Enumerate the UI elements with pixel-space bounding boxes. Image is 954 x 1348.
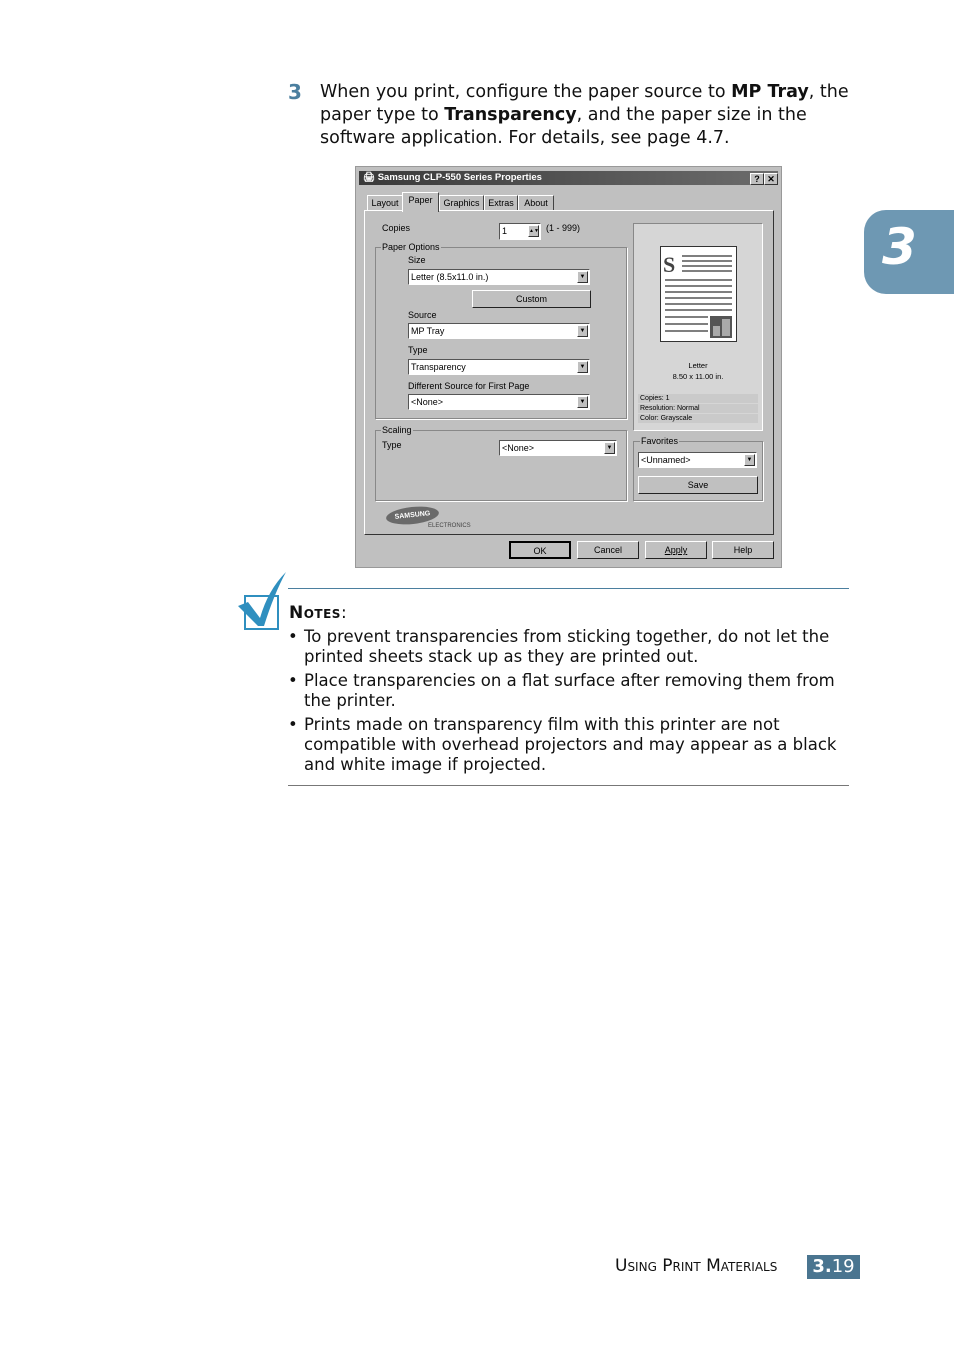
copies-value: 1 xyxy=(502,226,508,236)
checkmark-icon xyxy=(236,570,288,632)
note-item: • Prints made on transparency film with this printer are not compatible with overhead projectors and may appear as a black and white image if projected. xyxy=(288,715,858,775)
preview-dimensions: 8.50 x 11.00 in. xyxy=(672,372,724,381)
help-icon[interactable]: ? xyxy=(750,173,764,185)
source-value: MP Tray xyxy=(411,326,445,336)
notes-list xyxy=(288,627,858,779)
tab-extras[interactable]: Extras xyxy=(484,195,518,211)
type-select[interactable] xyxy=(408,359,590,375)
tab-paper[interactable]: Paper xyxy=(402,192,439,212)
step-text xyxy=(320,81,860,150)
note-item: • To prevent transparencies from sticking together, do not let the printed sheets stack up as they are printed out. xyxy=(288,627,858,667)
copies-input[interactable] xyxy=(499,223,541,240)
apply-button[interactable]: Apply xyxy=(645,541,707,559)
info-color: Color: Grayscale xyxy=(638,414,758,423)
printer-icon: 🖨 xyxy=(363,172,376,183)
step-number: 3 xyxy=(288,80,302,104)
notes-bottom-rule xyxy=(288,785,849,786)
note-item: • Place transparencies on a flat surface after removing them from the printer. xyxy=(288,671,858,711)
info-copies: Copies: 1 xyxy=(638,394,758,403)
tab-graphics[interactable]: Graphics xyxy=(439,195,484,211)
preview-pane xyxy=(633,223,763,431)
scaling-type-label: Type xyxy=(382,440,402,450)
different-source-value: <None> xyxy=(411,397,444,407)
custom-button[interactable]: Custom xyxy=(472,290,591,308)
scaling-type-select[interactable] xyxy=(499,440,617,456)
ok-button[interactable]: OK xyxy=(509,541,571,559)
size-value: Letter (8.5x11.0 in.) xyxy=(411,272,489,282)
close-icon[interactable]: ✕ xyxy=(764,173,778,185)
notes-colon: : xyxy=(340,603,348,623)
type-value: Transparency xyxy=(411,362,466,372)
save-button[interactable]: Save xyxy=(638,476,758,494)
paper-options-label: Paper Options xyxy=(382,242,440,252)
cancel-button[interactable]: Cancel xyxy=(577,541,639,559)
page-index: 19 xyxy=(831,1256,855,1277)
copies-range: (1 - 999) xyxy=(546,223,581,233)
source-select[interactable] xyxy=(408,323,590,339)
page-chapter: 3. xyxy=(812,1256,832,1277)
preview-paper-name: Letter xyxy=(688,361,708,370)
svg-text:S: S xyxy=(663,252,676,277)
chapter-number: 3 xyxy=(882,218,917,276)
source-label: Source xyxy=(408,310,437,320)
chevron-down-icon[interactable]: ▼ xyxy=(577,361,588,373)
logo-subtitle: ELECTRONICS xyxy=(428,523,471,529)
type-label: Type xyxy=(408,345,428,355)
step-bold-type: Transparency xyxy=(444,105,577,125)
favorites-value: <Unnamed> xyxy=(641,455,691,465)
chevron-down-icon[interactable]: ▼ xyxy=(577,271,588,283)
scaling-type-value: <None> xyxy=(502,443,535,453)
logo-text: SAMSUNG xyxy=(394,510,431,521)
size-label: Size xyxy=(408,255,426,265)
step-text-1: When you print, configure the paper source to xyxy=(320,82,732,102)
chevron-down-icon[interactable]: ▼ xyxy=(577,396,588,408)
spinner-icon[interactable]: ▲▼ xyxy=(528,225,539,237)
tab-layout[interactable]: Layout xyxy=(367,195,403,211)
chevron-down-icon[interactable]: ▼ xyxy=(744,454,755,466)
scaling-label: Scaling xyxy=(382,425,412,435)
footer-section-title: Using Print Materials xyxy=(615,1256,778,1276)
step-text-2: , the paper type to xyxy=(320,82,849,125)
chevron-down-icon[interactable]: ▼ xyxy=(604,442,615,454)
different-source-label: Different Source for First Page xyxy=(408,381,530,391)
favorites-label: Favorites xyxy=(641,436,679,446)
properties-dialog-screenshot xyxy=(355,166,782,568)
favorites-select[interactable] xyxy=(638,452,757,468)
dialog-title: Samsung CLP-550 Series Properties xyxy=(377,172,542,183)
chapter-tab xyxy=(864,210,954,294)
notes-title-text: Notes xyxy=(289,603,341,623)
chevron-down-icon[interactable]: ▼ xyxy=(577,325,588,337)
info-resolution: Resolution: Normal xyxy=(638,404,758,413)
step-text-3: , and the paper size in the software application. For details, see page 4.7. xyxy=(320,105,807,148)
tab-about[interactable]: About xyxy=(518,195,554,211)
page-preview-icon xyxy=(660,246,738,343)
notes-title xyxy=(289,603,347,623)
page-number xyxy=(807,1255,860,1279)
size-select[interactable] xyxy=(408,269,590,285)
help-button[interactable]: Help xyxy=(712,541,774,559)
notes-top-rule xyxy=(288,588,849,589)
different-source-select[interactable] xyxy=(408,394,590,410)
copies-label: Copies xyxy=(382,223,411,233)
step-bold-source: MP Tray xyxy=(731,82,809,102)
title-bar xyxy=(359,171,778,185)
